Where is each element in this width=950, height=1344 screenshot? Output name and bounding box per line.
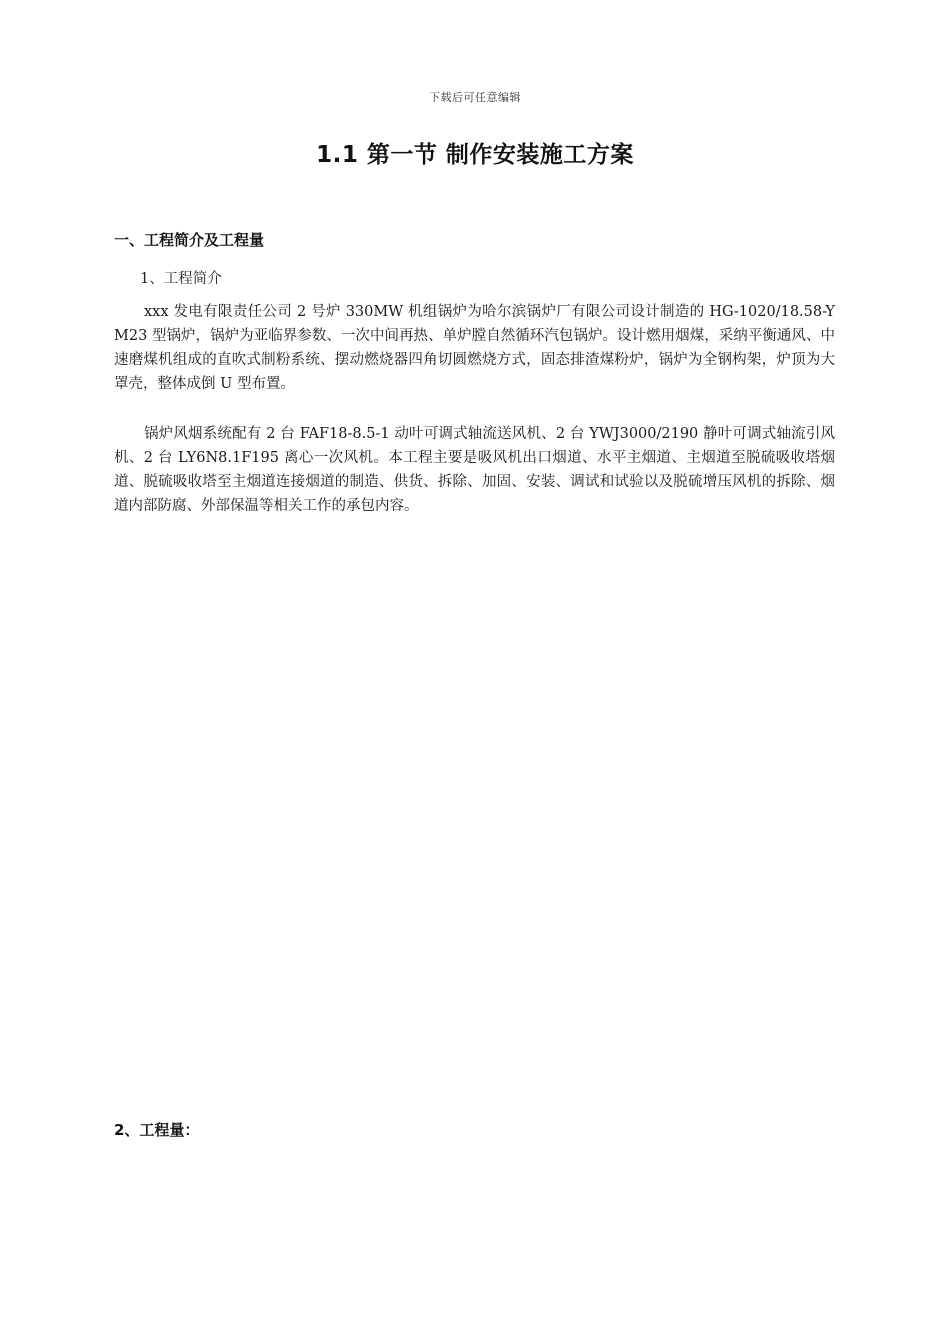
paragraph-boiler-description: xxx 发电有限责任公司 2 号炉 330MW 机组锅炉为哈尔滨锅炉厂有限公司设计制造的 HG-1020/18.58-YM23 型锅炉，锅炉为亚临界参数、一次中间再热、单炉膛自然循环汽包锅炉。设计燃用烟煤，采纳平衡通风、中速磨煤机组成的直吹式制粉系统、摆动燃烧器四角切圆燃烧方式，固态排渣煤粉炉，锅炉为全钢构架，炉顶为大罩壳，整体成倒 U 型布置。: [114, 304, 835, 392]
section-heading: 一、工程简介及工程量: [114, 231, 265, 249]
header-note: 下载后可任意编辑: [429, 91, 521, 104]
document-title: 1.1 第一节 制作安装施工方案: [316, 142, 634, 168]
subsection-heading-overview: 1、工程简介: [140, 271, 222, 287]
subsection-heading-quantities: 2、工程量：: [114, 1121, 200, 1139]
paragraph-fan-system-scope: 锅炉风烟系统配有 2 台 FAF18-8.5-1 动叶可调式轴流送风机、2 台 YWJ3000/2190 静叶可调式轴流引风机、2 台 LY6N8.1F195 离心一次风机。本工程主要是吸风机出口烟道、水平主烟道、主烟道至脱硫吸收塔烟道、脱硫吸收塔至主烟道连接烟道的制造、供货、拆除、加固、安装、调试和试验以及脱硫增压风机的拆除、烟道内部防腐、外部保温等相关工作的承包内容。: [114, 426, 835, 514]
